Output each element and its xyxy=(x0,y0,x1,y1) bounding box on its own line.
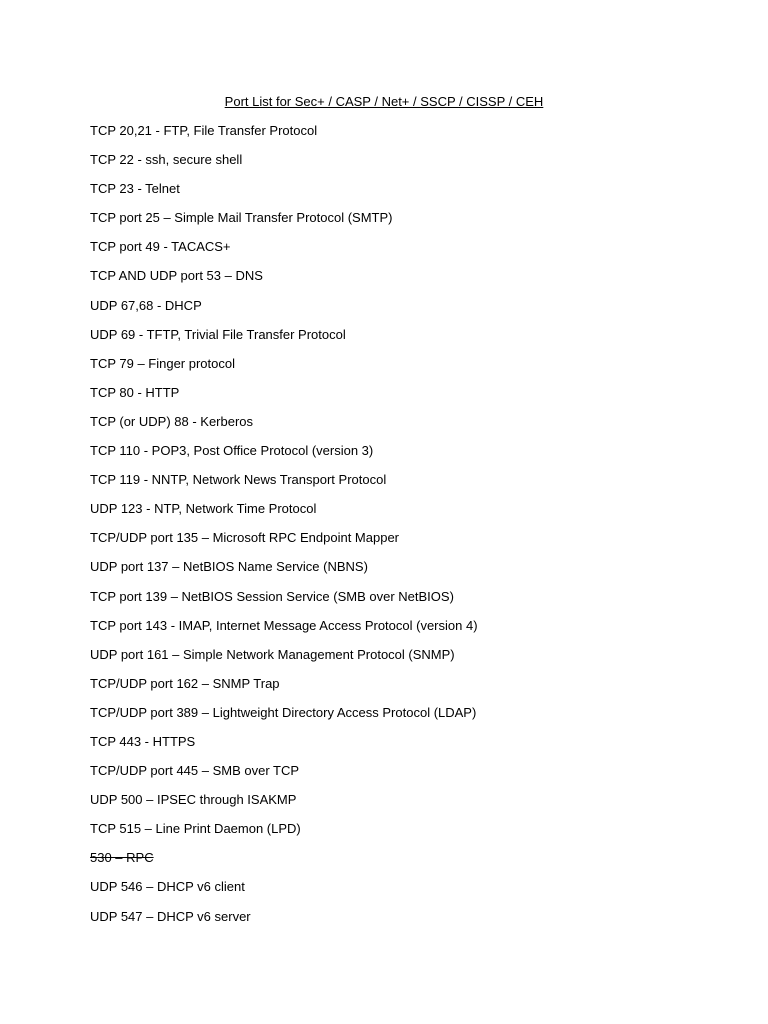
port-entry-text: TCP AND UDP port 53 – DNS xyxy=(90,268,263,284)
port-entry-text: UDP port 161 – Simple Network Management Protocol (SNMP) xyxy=(90,646,455,662)
port-entry-text: UDP 546 – DHCP v6 client xyxy=(90,879,245,895)
port-entry-text: TCP/UDP port 389 – Lightweight Directory Access Protocol (LDAP) xyxy=(90,704,477,720)
port-list xyxy=(90,123,478,938)
port-entry-text: UDP 69 - TFTP, Trivial File Transfer Protocol xyxy=(90,326,346,342)
port-list-item xyxy=(90,472,478,501)
port-list-item xyxy=(90,589,478,618)
port-list-item xyxy=(90,734,478,763)
port-entry-text: TCP 23 - Telnet xyxy=(90,181,180,197)
port-list-item xyxy=(90,676,478,705)
port-list-item xyxy=(90,792,478,821)
port-list-item xyxy=(90,443,478,472)
port-entry-text: UDP 547 – DHCP v6 server xyxy=(90,908,251,924)
port-entry-text: TCP (or UDP) 88 - Kerberos xyxy=(90,413,254,429)
port-entry-text: 530 – RPC xyxy=(90,850,154,866)
port-entry-text: TCP port 49 - TACACS+ xyxy=(90,239,231,255)
port-entry-text: UDP 67,68 - DHCP xyxy=(90,297,202,313)
port-list-item xyxy=(90,181,478,210)
port-list-item xyxy=(90,909,478,938)
port-list-item xyxy=(90,414,478,443)
port-list-item xyxy=(90,268,478,297)
port-list-item xyxy=(90,239,478,268)
port-list-item xyxy=(90,152,478,181)
port-entry-text: TCP 79 – Finger protocol xyxy=(90,355,235,371)
port-entry-text: TCP 80 - HTTP xyxy=(90,384,180,400)
port-list-item xyxy=(90,559,478,588)
port-list-item xyxy=(90,385,478,414)
port-list-item xyxy=(90,879,478,908)
port-entry-text: TCP 443 - HTTPS xyxy=(90,733,196,749)
port-entry-text: TCP port 143 - IMAP, Internet Message Access Protocol (version 4) xyxy=(90,617,478,633)
port-entry-text: TCP 515 – Line Print Daemon (LPD) xyxy=(90,821,301,837)
port-list-item xyxy=(90,647,478,676)
port-entry-text: TCP/UDP port 135 – Microsoft RPC Endpoint Mapper xyxy=(90,530,400,546)
port-entry-text: TCP 22 - ssh, secure shell xyxy=(90,152,243,168)
port-list-item xyxy=(90,530,478,559)
port-list-item xyxy=(90,356,478,385)
port-entry-text: TCP/UDP port 162 – SNMP Trap xyxy=(90,675,280,691)
port-entry-text: TCP port 139 – NetBIOS Session Service (SMB over NetBIOS) xyxy=(90,588,454,604)
port-entry-text: UDP port 137 – NetBIOS Name Service (NBNS) xyxy=(90,559,368,575)
port-entry-text: TCP port 25 – Simple Mail Transfer Protocol (SMTP) xyxy=(90,210,393,226)
port-list-item xyxy=(90,763,478,792)
port-entry-text: UDP 123 - NTP, Network Time Protocol xyxy=(90,501,317,517)
port-entry-text: TCP 20,21 - FTP, File Transfer Protocol xyxy=(90,123,318,138)
port-entry-text: TCP 119 - NNTP, Network News Transport Protocol xyxy=(90,472,387,488)
port-list-item xyxy=(90,501,478,530)
port-entry-text: UDP 500 – IPSEC through ISAKMP xyxy=(90,792,297,808)
port-list-item xyxy=(90,618,478,647)
port-list-item xyxy=(90,123,478,152)
port-entry-text: TCP/UDP port 445 – SMB over TCP xyxy=(90,763,300,779)
port-entry-text: TCP 110 - POP3, Post Office Protocol (version 3) xyxy=(90,443,374,459)
port-list-item xyxy=(90,705,478,734)
port-list-item xyxy=(90,821,478,850)
port-list-item xyxy=(90,850,478,879)
port-list-item xyxy=(90,210,478,239)
port-list-item xyxy=(90,298,478,327)
port-list-item xyxy=(90,327,478,356)
document-title: Port List for Sec+ / CASP / Net+ / SSCP / CISSP / CEH xyxy=(224,94,544,109)
